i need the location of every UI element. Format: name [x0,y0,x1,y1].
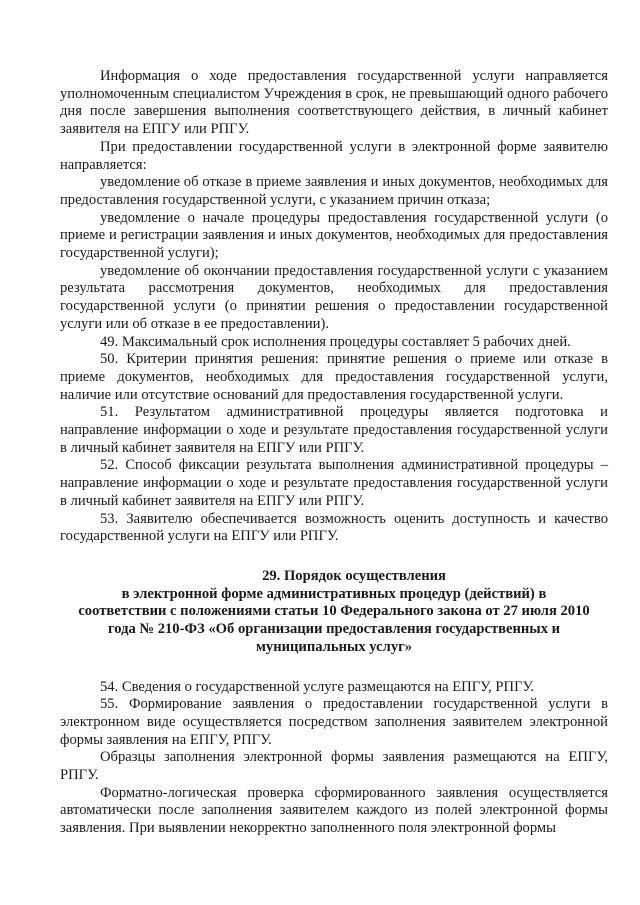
document-page [60,68,608,838]
section-heading-line: года № 210-ФЗ «Об организации предоставления государственных и [107,621,561,638]
paragraph-53: 53. Заявителю обеспечивается возможность оценить доступность и качество государственной услуги на ЕПГУ или РПГУ. [60,510,608,545]
paragraph-49: 49. Максимальный срок исполнения процедуры составляет 5 рабочих дней. [100,333,571,350]
section-heading-line: 29. Порядок осуществления [262,567,446,584]
paragraph-refusal-notice: уведомление об отказе в приеме заявления и иных документов, необходимых для предоставления государственной услуги, с указанием причин отказа; [60,174,608,208]
section-heading-line: в электронной форме административных процедур (действий) в [121,585,547,602]
paragraph-electronic-form-intro: При предоставлении государственной услуги в электронной форме заявителю направляется: [60,138,608,173]
body-text-after [60,679,608,838]
paragraph-50: 50. Критерии принятия решения: принятие решения о приеме или отказе в приеме документов, необходимых для предоставления государственной услуги, наличие или отсутствие оснований для предоставления государственной услуги. [60,351,608,403]
section-heading-29 [60,568,608,657]
paragraph-form-samples: Образцы заполнения электронной формы заявления размещаются на ЕПГУ, РПГУ. [60,749,608,784]
paragraph-54: 54. Сведения о государственной услуге размещаются на ЕПГУ, РПГУ. [100,678,535,695]
paragraph-format-check: Форматно-логическая проверка сформированного заявления осуществляется автоматически после заполнения заявителем каждого из полей электронной формы заявления. При выявлении некорректно заполненного поля электронной формы [60,784,608,837]
paragraph-info-progress: Информация о ходе предоставления государственной услуги направляется уполномоченным специалистом Учреждения в срок, не превышающий одного рабочего дня после завершения выполнения соответствующего действия, в личный кабинет заявителя на ЕПГУ или РПГУ. [60,68,608,138]
body-text-before [60,68,608,546]
paragraph-start-notice: уведомление о начале процедуры предоставления государственной услуги (о приеме и регистрации заявления и иных документов, необходимых для предоставления государственной услуги); [60,209,608,262]
section-heading-line: муниципальных услуг» [255,638,413,655]
paragraph-52: 52. Способ фиксации результата выполнения административной процедуры – направление информации о ходе и результате предоставления государственной услуги в личный кабинет заявителя на ЕПГУ или РПГУ. [60,457,608,509]
section-heading-line: соответствии с положениями статьи 10 Федерального закона от 27 июля 2010 [78,603,590,620]
paragraph-51: 51. Результатом административной процедуры является подготовка и направление информации о ходе и результате предоставления государственной услуги в личный кабинет заявителя на ЕПГУ или РПГУ. [60,404,608,456]
paragraph-55: 55. Формирование заявления о предоставлении государственной услуги в электронном виде осуществляется посредством заполнения заявителем электронной формы заявления на ЕПГУ, РПГУ. [60,696,608,748]
paragraph-completion-notice: уведомление об окончании предоставления государственной услуги с указанием результата рассмотрения документов, необходимых для предоставления государственной услуги (о принятии решения о предоставлении государственной услуги или об отказе в ее предоставлении). [60,262,608,332]
